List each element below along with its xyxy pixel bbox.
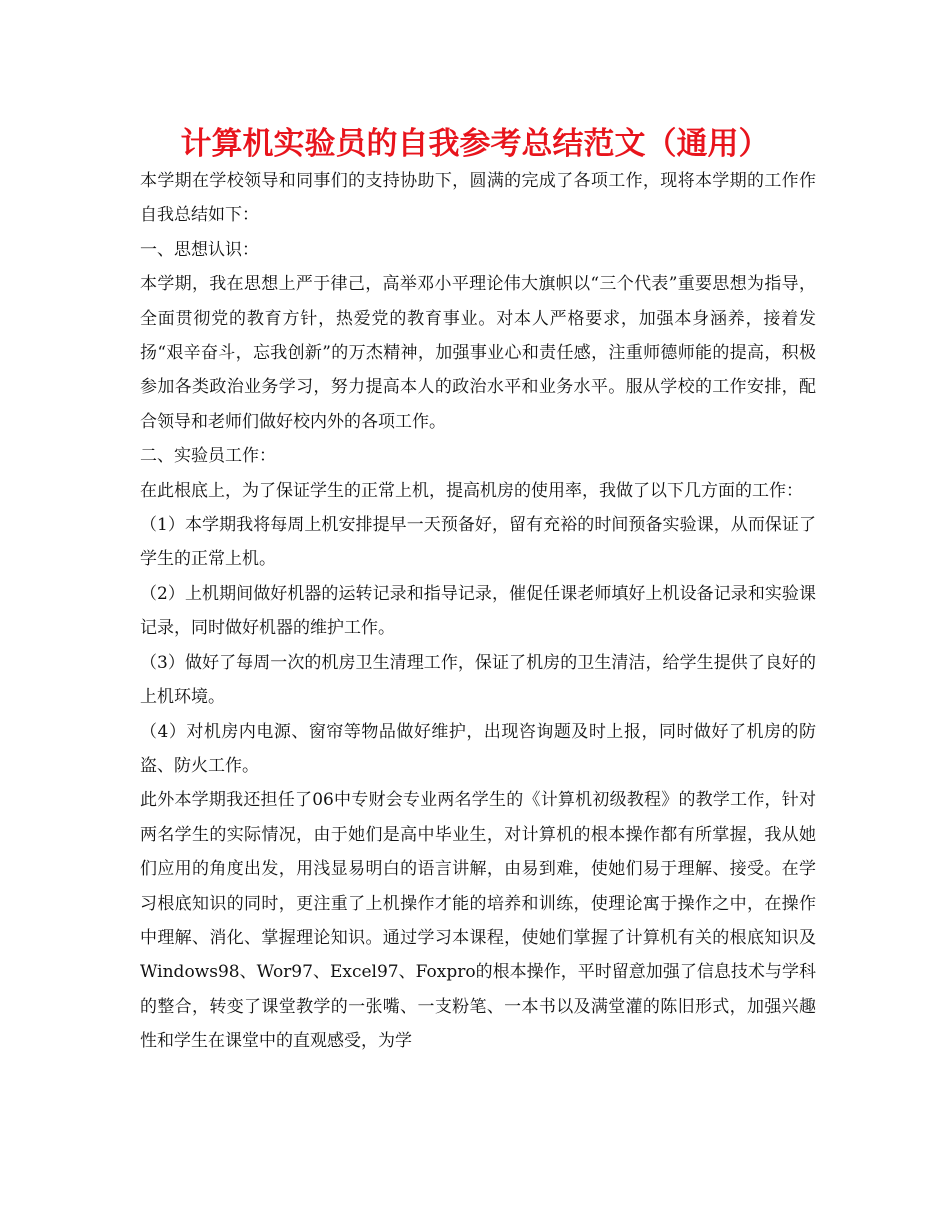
intro-paragraph: 本学期在学校领导和同事们的支持协助下，圆满的完成了各项工作，现将本学期的工作作自我总结如下： — [140, 171, 816, 226]
section-heading-thought: 一、思想认识： — [140, 239, 259, 260]
section-heading-lab-work: 二、实验员工作： — [140, 446, 276, 467]
thought-paragraph: 本学期，我在思想上严于律己，高举邓小平理论伟大旗帜以“三个代表”重要思想为指导，全面贯彻党的教育方针，热爱党的教育事业。对本人严格要求，加强本身涵养，接着发扬“艰辛奋斗，忘我创新”的万杰精神，加强事业心和责任感，注重师德师能的提高，积极参加各类政治业务学习，努力提高本人的政治水平和业务水平。服从学校的工作安排，配合领导和老师们做好校内外的各项工作。 — [140, 274, 816, 432]
teaching-paragraph: 此外本学期我还担任了06中专财会专业两名学生的《计算机初级教程》的教学工作，针对两名学生的实际情况，由于她们是高中毕业生，对计算机的根本操作都有所掌握，我从她们应用的角度出发，用浅显易明白的语言讲解，由易到难，使她们易于理解、接受。在学习根底知识的同时，更注重了上机操作才能的培养和训练，使理论寓于操作之中，在操作中理解、消化、掌握理论知识。通过学习本课程，使她们掌握了计算机有关的根底知识及Windows98、Wor97、Excel97、Foxpro的根本操作，平时留意加强了信息技术与学科的整合，转变了课堂教学的一张嘴、一支粉笔、一本书以及满堂灌的陈旧形式，加强兴趣性和学生在课堂中的直观感受，为学 — [140, 790, 816, 1052]
document-title: 计算机实验员的自我参考总结范文（通用） — [180, 126, 770, 162]
lab-work-item-2: （2）上机期间做好机器的运转记录和指导记录，催促任课老师填好上机设备记录和实验课记录，同时做好机器的维护工作。 — [140, 583, 816, 639]
document-body — [140, 164, 816, 1059]
lab-work-item-1: （1）本学期我将每周上机安排提早一天预备好，留有充裕的时间预备实验课，从而保证了学生的正常上机。 — [140, 515, 816, 570]
lab-work-intro-paragraph: 在此根底上，为了保证学生的正常上机，提高机房的使用率，我做了以下几方面的工作： — [140, 480, 803, 501]
lab-work-item-3: （3）做好了每周一次的机房卫生清理工作，保证了机房的卫生清洁，给学生提供了良好的上机环境。 — [140, 652, 816, 708]
lab-work-item-4: （4）对机房内电源、窗帘等物品做好维护，出现咨询题及时上报，同时做好了机房的防盗、防火工作。 — [140, 721, 816, 776]
